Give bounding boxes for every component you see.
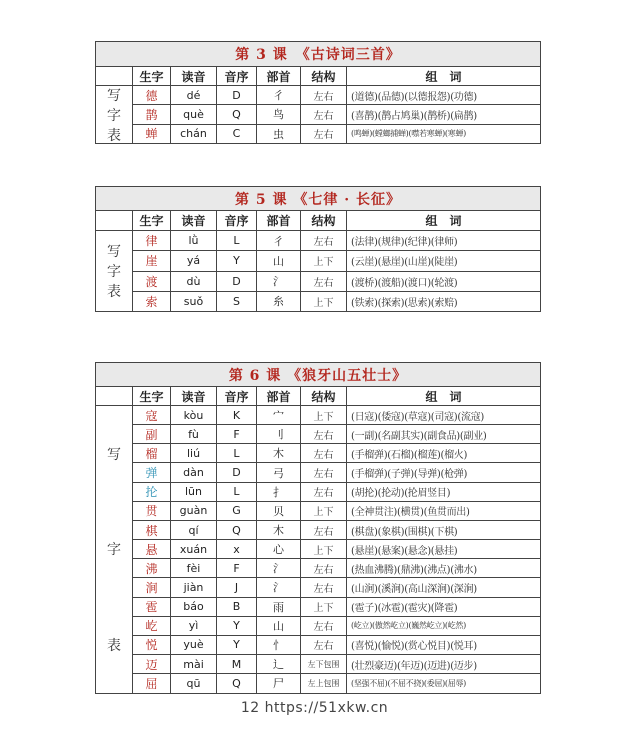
order-cell: D xyxy=(217,86,257,105)
table-row xyxy=(96,520,541,539)
table-row xyxy=(96,425,541,444)
structure-cell: 左右 xyxy=(301,559,347,578)
radical-cell: 山 xyxy=(257,616,301,635)
order-cell: D xyxy=(217,271,257,291)
words-cell: (铁索)(探索)(思索)(索赔) xyxy=(347,291,541,311)
header-order: 音序 xyxy=(217,67,257,86)
structure-cell: 上下 xyxy=(301,597,347,616)
table-row xyxy=(96,271,541,291)
radical-cell: 雨 xyxy=(257,597,301,616)
words-cell: (悬崖)(悬案)(悬念)(悬挂) xyxy=(347,540,541,559)
table-row xyxy=(96,231,541,251)
structure-cell: 左下包围 xyxy=(301,655,347,674)
lesson-5-title: 第 5 课 《七律 · 长征》 xyxy=(96,187,541,211)
table-row xyxy=(96,463,541,482)
char-cell: 律 xyxy=(133,231,171,251)
radical-cell: 刂 xyxy=(257,425,301,444)
pinyin-cell: yuè xyxy=(171,635,217,654)
pinyin-cell: jiàn xyxy=(171,578,217,597)
radical-cell: 贝 xyxy=(257,501,301,520)
header-words: 组 词 xyxy=(347,211,541,231)
char-cell: 索 xyxy=(133,291,171,311)
table-row xyxy=(96,616,541,635)
header-structure: 结构 xyxy=(301,211,347,231)
order-cell: F xyxy=(217,559,257,578)
structure-cell: 左右 xyxy=(301,463,347,482)
radical-cell: 辶 xyxy=(257,655,301,674)
words-cell: (鸣蝉)(螳螂捕蝉)(噤若寒蝉)(寒蝉) xyxy=(347,124,541,143)
order-cell: M xyxy=(217,655,257,674)
pinyin-cell: qí xyxy=(171,520,217,539)
words-cell: (日寇)(倭寇)(草寇)(司寇)(流寇) xyxy=(347,406,541,425)
lesson-5-table xyxy=(95,186,541,312)
side-label xyxy=(96,86,133,144)
char-cell: 鹊 xyxy=(133,105,171,124)
words-cell: (手榴弹)(子弹)(导弹)(枪弹) xyxy=(347,463,541,482)
structure-cell: 上下 xyxy=(301,540,347,559)
header-radical: 部首 xyxy=(257,67,301,86)
words-cell: (全神贯注)(横贯)(鱼贯而出) xyxy=(347,501,541,520)
pinyin-cell: lǜ xyxy=(171,231,217,251)
pinyin-cell: liú xyxy=(171,444,217,463)
side-label-char: 字 xyxy=(107,542,121,559)
lesson-3-table xyxy=(95,41,541,144)
structure-cell: 左右 xyxy=(301,271,347,291)
words-cell: (一副)(名副其实)(副食品)(副业) xyxy=(347,425,541,444)
radical-cell: 弓 xyxy=(257,463,301,482)
char-cell: 寇 xyxy=(133,406,171,425)
side-label-char: 字 xyxy=(107,264,121,280)
structure-cell: 左右 xyxy=(301,444,347,463)
char-cell: 崖 xyxy=(133,251,171,271)
radical-cell: 尸 xyxy=(257,674,301,693)
words-cell: (法律)(规律)(纪律)(律师) xyxy=(347,231,541,251)
order-cell: L xyxy=(217,444,257,463)
table-row xyxy=(96,674,541,693)
pinyin-cell: lūn xyxy=(171,482,217,501)
structure-cell: 上下 xyxy=(301,251,347,271)
words-cell: (手榴弹)(石榴)(榴莲)(榴火) xyxy=(347,444,541,463)
order-cell: C xyxy=(217,124,257,143)
structure-cell: 左右 xyxy=(301,482,347,501)
header-order: 音序 xyxy=(217,211,257,231)
radical-cell: 宀 xyxy=(257,406,301,425)
table-row xyxy=(96,444,541,463)
words-cell: (热血沸腾)(鼎沸)(沸点)(沸水) xyxy=(347,559,541,578)
char-cell: 涧 xyxy=(133,578,171,597)
pinyin-cell: fèi xyxy=(171,559,217,578)
radical-cell: 山 xyxy=(257,251,301,271)
table-row xyxy=(96,105,541,124)
side-label-char: 表 xyxy=(107,127,121,144)
lesson-3-title: 第 3 课 《古诗词三首》 xyxy=(96,42,541,67)
header-radical: 部首 xyxy=(257,387,301,406)
char-cell: 抡 xyxy=(133,482,171,501)
header-blank xyxy=(96,387,133,406)
lesson-6-table xyxy=(95,362,541,694)
header-words: 组 词 xyxy=(347,387,541,406)
order-cell: Y xyxy=(217,251,257,271)
pinyin-cell: chán xyxy=(171,124,217,143)
words-cell: (喜鹊)(鹊占鸠巢)(鹊桥)(扁鹊) xyxy=(347,105,541,124)
table-row xyxy=(96,482,541,501)
pinyin-cell: yá xyxy=(171,251,217,271)
header-pinyin: 读音 xyxy=(171,67,217,86)
structure-cell: 左右 xyxy=(301,86,347,105)
char-cell: 雹 xyxy=(133,597,171,616)
order-cell: L xyxy=(217,231,257,251)
table-row xyxy=(96,655,541,674)
table-row xyxy=(96,501,541,520)
pinyin-cell: què xyxy=(171,105,217,124)
radical-cell: 心 xyxy=(257,540,301,559)
side-label-char: 写 xyxy=(107,244,121,260)
words-cell: (山涧)(溪涧)(高山深涧)(深涧) xyxy=(347,578,541,597)
radical-cell: 氵 xyxy=(257,559,301,578)
pinyin-cell: báo xyxy=(171,597,217,616)
side-label-char: 表 xyxy=(107,284,121,300)
pinyin-cell: dé xyxy=(171,86,217,105)
char-cell: 榴 xyxy=(133,444,171,463)
header-pinyin: 读音 xyxy=(171,387,217,406)
char-cell: 悬 xyxy=(133,540,171,559)
header-blank xyxy=(96,211,133,231)
words-cell: (喜悦)(愉悦)(赏心悦目)(悦耳) xyxy=(347,635,541,654)
side-label-char: 字 xyxy=(107,107,121,124)
char-cell: 贯 xyxy=(133,501,171,520)
structure-cell: 左右 xyxy=(301,520,347,539)
radical-cell: 鸟 xyxy=(257,105,301,124)
words-cell: (壮烈豪迈)(年迈)(迈进)(迈步) xyxy=(347,655,541,674)
radical-cell: 忄 xyxy=(257,635,301,654)
radical-cell: 彳 xyxy=(257,231,301,251)
words-cell: (胡抡)(抡动)(抡眉竖目) xyxy=(347,482,541,501)
table-row xyxy=(96,559,541,578)
pinyin-cell: suǒ xyxy=(171,291,217,311)
table-row xyxy=(96,251,541,271)
char-cell: 弹 xyxy=(133,463,171,482)
pinyin-cell: mài xyxy=(171,655,217,674)
radical-cell: 木 xyxy=(257,444,301,463)
order-cell: x xyxy=(217,540,257,559)
order-cell: D xyxy=(217,463,257,482)
radical-cell: 木 xyxy=(257,520,301,539)
table-row xyxy=(96,597,541,616)
header-words: 组 词 xyxy=(347,67,541,86)
order-cell: F xyxy=(217,425,257,444)
words-cell: (屹立)(傲然屹立)(巍然屹立)(屹然) xyxy=(347,616,541,635)
char-cell: 副 xyxy=(133,425,171,444)
order-cell: G xyxy=(217,501,257,520)
pinyin-cell: xuán xyxy=(171,540,217,559)
side-label-char: 表 xyxy=(107,637,121,654)
pinyin-cell: dù xyxy=(171,271,217,291)
radical-cell: 彳 xyxy=(257,86,301,105)
char-cell: 迈 xyxy=(133,655,171,674)
table-row xyxy=(96,406,541,425)
order-cell: Y xyxy=(217,635,257,654)
structure-cell: 左右 xyxy=(301,105,347,124)
structure-cell: 左右 xyxy=(301,616,347,635)
header-order: 音序 xyxy=(217,387,257,406)
words-cell: (棋盘)(象棋)(围棋)(下棋) xyxy=(347,520,541,539)
structure-cell: 左右 xyxy=(301,578,347,597)
pinyin-cell: guàn xyxy=(171,501,217,520)
order-cell: J xyxy=(217,578,257,597)
order-cell: Q xyxy=(217,674,257,693)
pinyin-cell: dàn xyxy=(171,463,217,482)
pinyin-cell: yì xyxy=(171,616,217,635)
order-cell: Q xyxy=(217,105,257,124)
order-cell: S xyxy=(217,291,257,311)
table-row xyxy=(96,635,541,654)
side-label-char: 写 xyxy=(107,87,121,104)
table-row xyxy=(96,291,541,311)
table-row xyxy=(96,86,541,105)
char-cell: 沸 xyxy=(133,559,171,578)
char-cell: 棋 xyxy=(133,520,171,539)
structure-cell: 上下 xyxy=(301,406,347,425)
header-pinyin: 读音 xyxy=(171,211,217,231)
char-cell: 屹 xyxy=(133,616,171,635)
structure-cell: 左上包围 xyxy=(301,674,347,693)
radical-cell: 氵 xyxy=(257,578,301,597)
pinyin-cell: kòu xyxy=(171,406,217,425)
words-cell: (雹子)(冰雹)(雹灾)(降雹) xyxy=(347,597,541,616)
char-cell: 蝉 xyxy=(133,124,171,143)
side-label xyxy=(96,406,133,694)
order-cell: L xyxy=(217,482,257,501)
char-cell: 屈 xyxy=(133,674,171,693)
radical-cell: 氵 xyxy=(257,271,301,291)
radical-cell: 糸 xyxy=(257,291,301,311)
radical-cell: 虫 xyxy=(257,124,301,143)
order-cell: K xyxy=(217,406,257,425)
char-cell: 悦 xyxy=(133,635,171,654)
header-radical: 部首 xyxy=(257,211,301,231)
table-row xyxy=(96,124,541,143)
pinyin-cell: qū xyxy=(171,674,217,693)
structure-cell: 上下 xyxy=(301,501,347,520)
structure-cell: 左右 xyxy=(301,124,347,143)
radical-cell: 扌 xyxy=(257,482,301,501)
words-cell: (渡桥)(渡船)(渡口)(轮渡) xyxy=(347,271,541,291)
side-label-char: 写 xyxy=(107,446,121,463)
table-row xyxy=(96,578,541,597)
words-cell: (道德)(品德)(以德报怨)(功德) xyxy=(347,86,541,105)
order-cell: Y xyxy=(217,616,257,635)
words-cell: (坚强不屈)(不屈不挠)(委屈)(屈辱) xyxy=(347,674,541,693)
words-cell: (云崖)(悬崖)(山崖)(陡崖) xyxy=(347,251,541,271)
page-footer: 12 https://51xkw.cn xyxy=(240,700,389,716)
structure-cell: 左右 xyxy=(301,231,347,251)
char-cell: 渡 xyxy=(133,271,171,291)
table-row xyxy=(96,540,541,559)
pinyin-cell: fù xyxy=(171,425,217,444)
header-blank xyxy=(96,67,133,86)
lesson-6-title: 第 6 课 《狼牙山五壮士》 xyxy=(96,363,541,387)
header-structure: 结构 xyxy=(301,67,347,86)
char-cell: 德 xyxy=(133,86,171,105)
header-structure: 结构 xyxy=(301,387,347,406)
structure-cell: 左右 xyxy=(301,425,347,444)
structure-cell: 上下 xyxy=(301,291,347,311)
header-char: 生字 xyxy=(133,211,171,231)
side-label xyxy=(96,231,133,312)
structure-cell: 左右 xyxy=(301,635,347,654)
header-char: 生字 xyxy=(133,387,171,406)
header-char: 生字 xyxy=(133,67,171,86)
order-cell: Q xyxy=(217,520,257,539)
order-cell: B xyxy=(217,597,257,616)
